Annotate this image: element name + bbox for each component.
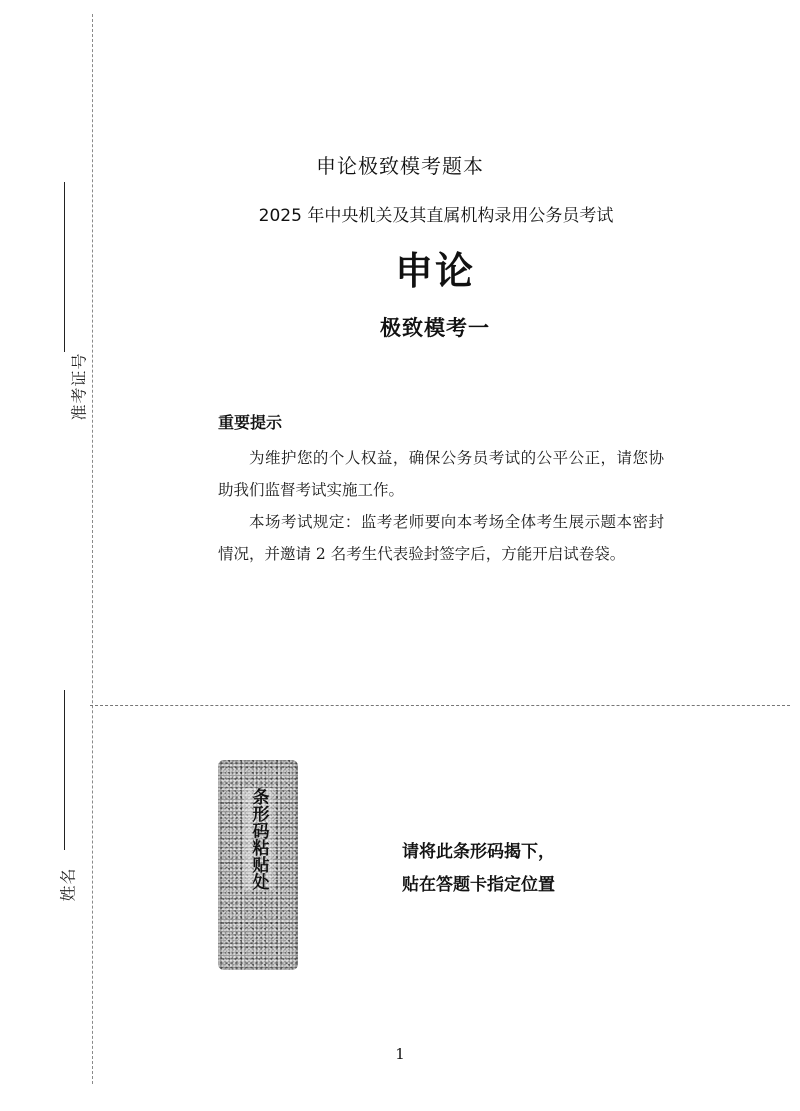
name-label: 姓名 <box>58 867 78 902</box>
exam-subtitle: 2025 年中央机关及其直属机构录用公务员考试 <box>258 206 614 226</box>
barcode-instruction-line-2: 贴在答题卡指定位置 <box>402 875 555 895</box>
barcode-label-text: 条形码粘贴处 <box>244 788 273 890</box>
barcode-sticker[interactable] <box>218 760 298 970</box>
page-number: 1 <box>395 1045 405 1063</box>
booklet-title: 申论极致模考题本 <box>316 154 484 178</box>
notice-paragraph-2: 本场考试规定：监考老师要向本考场全体考生展示题本密封情况，并邀请 2 名考生代表验封签字后，方能开启试卷袋。 <box>218 513 664 563</box>
notice-paragraph-1: 为维护您的个人权益，确保公务员考试的公平公正，请您协助我们监督考试实施工作。 <box>218 449 664 499</box>
tear-off-line <box>90 705 790 706</box>
barcode-instruction <box>402 836 555 902</box>
barcode-instruction-line-1: 请将此条形码揭下， <box>402 842 555 862</box>
exam-id-label: 准考证号 <box>69 352 89 421</box>
name-write-line <box>64 690 65 850</box>
barcode-label <box>218 788 298 958</box>
subject-title: 申论 <box>394 248 475 293</box>
notice-body <box>218 442 664 570</box>
mock-exam-title: 极致模考一 <box>380 315 490 340</box>
notice-heading: 重要提示 <box>218 413 283 432</box>
